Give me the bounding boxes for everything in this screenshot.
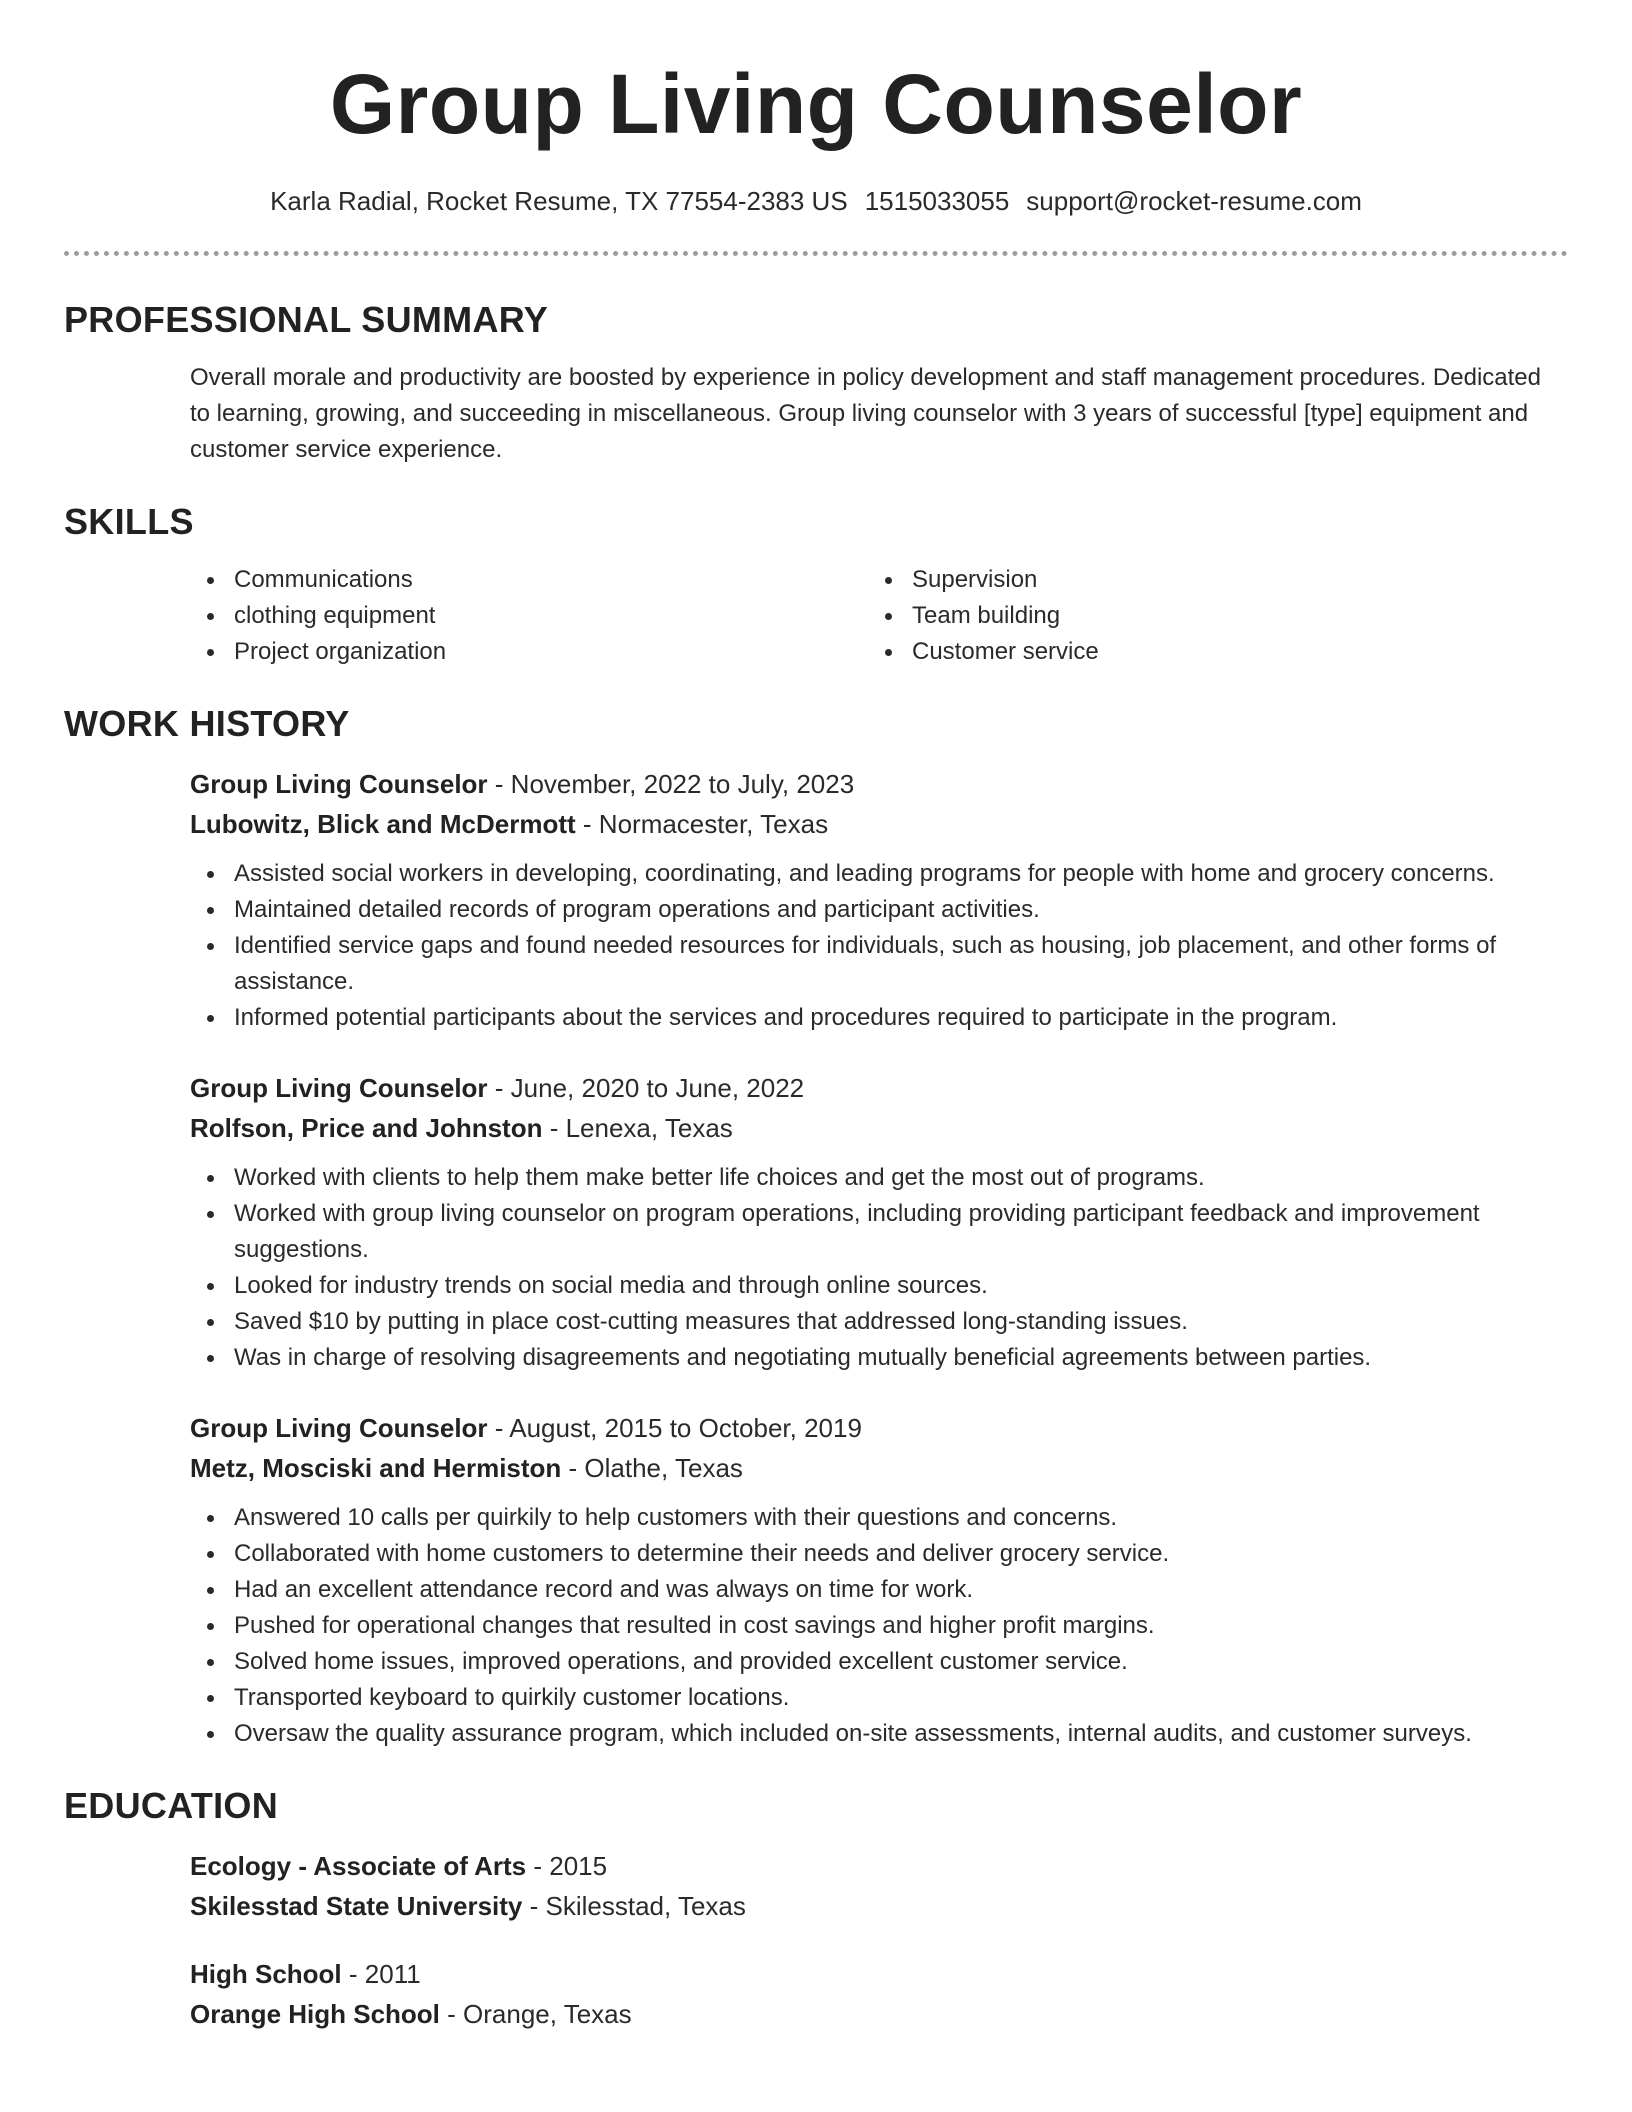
- job-bullets: [190, 856, 1568, 1036]
- skill-item: Project organization: [190, 634, 868, 670]
- job-location: - Olathe, Texas: [561, 1453, 743, 1483]
- edu-year: - 2011: [341, 1959, 421, 1989]
- job-bullet: Saved $10 by putting in place cost-cutting measures that addressed long-standing issues.: [190, 1304, 1568, 1340]
- contact-address: Karla Radial, Rocket Resume, TX 77554-2383 US: [270, 186, 848, 216]
- skill-item: Communications: [190, 562, 868, 598]
- job-bullet: Maintained detailed records of program operations and participant activities.: [190, 892, 1568, 928]
- job-bullet: Oversaw the quality assurance program, which included on-site assessments, internal audits, and customer surveys.: [190, 1716, 1568, 1752]
- job-bullet: Assisted social workers in developing, coordinating, and leading programs for people with home and grocery concerns.: [190, 856, 1568, 892]
- job-dates: - August, 2015 to October, 2019: [487, 1413, 862, 1443]
- skills-grid: [190, 562, 1568, 670]
- education-section: [64, 1785, 1568, 2034]
- job-bullet: Worked with group living counselor on program operations, including providing participant feedback and improvement suggestions.: [190, 1196, 1568, 1268]
- job-bullet: Transported keyboard to quirkily customer locations.: [190, 1680, 1568, 1716]
- job-bullet: Pushed for operational changes that resulted in cost savings and higher profit margins.: [190, 1608, 1568, 1644]
- job-entry: [190, 764, 1568, 1036]
- job-title-line: [190, 764, 1568, 804]
- edu-degree-line: [190, 1846, 1568, 1886]
- edu-location: - Orange, Texas: [439, 1999, 632, 2029]
- contact-email: support@rocket-resume.com: [1026, 186, 1362, 216]
- job-title-line: [190, 1408, 1568, 1448]
- skills-heading: SKILLS: [64, 501, 194, 542]
- job-company-line: [190, 804, 1568, 844]
- job-company-line: [190, 1448, 1568, 1488]
- job-bullets: [190, 1160, 1568, 1376]
- job-entry: [190, 1068, 1568, 1376]
- job-bullet: Solved home issues, improved operations, and provided excellent customer service.: [190, 1644, 1568, 1680]
- summary-heading: PROFESSIONAL SUMMARY: [64, 299, 549, 340]
- job-location: - Normacester, Texas: [575, 809, 829, 839]
- edu-degree: Ecology - Associate of Arts: [190, 1851, 527, 1881]
- skills-section: [64, 501, 1568, 670]
- skill-item: Supervision: [868, 562, 1568, 598]
- skills-list-right: [868, 562, 1568, 670]
- work-section: [64, 703, 1568, 1752]
- job-bullet: Looked for industry trends on social media and through online sources.: [190, 1268, 1568, 1304]
- edu-school-line: [190, 1886, 1568, 1926]
- job-bullet: Had an excellent attendance record and was always on time for work.: [190, 1572, 1568, 1608]
- edu-year: - 2015: [526, 1851, 608, 1881]
- job-company-line: [190, 1108, 1568, 1148]
- edu-degree-line: [190, 1954, 1568, 1994]
- job-bullet: Collaborated with home customers to determine their needs and deliver grocery service.: [190, 1536, 1568, 1572]
- job-role: Group Living Counselor: [190, 1413, 488, 1443]
- skill-item: Customer service: [868, 634, 1568, 670]
- job-dates: - November, 2022 to July, 2023: [487, 769, 855, 799]
- education-entry: [190, 1954, 1568, 2034]
- summary-text: Overall morale and productivity are boosted by experience in policy development and staff management procedures. Dedicated to learning, growing, and succeeding in miscellaneous. Group living counselor with 3 years of successful [type] equipment and customer service experience.: [190, 364, 1541, 463]
- edu-school: Skilesstad State University: [190, 1891, 523, 1921]
- job-title-line: [190, 1068, 1568, 1108]
- edu-location: - Skilesstad, Texas: [522, 1891, 746, 1921]
- edu-school: Orange High School: [190, 1999, 440, 2029]
- job-bullet: Answered 10 calls per quirkily to help customers with their questions and concerns.: [190, 1500, 1568, 1536]
- education-heading: EDUCATION: [64, 1785, 279, 1826]
- job-bullet: Was in charge of resolving disagreements and negotiating mutually beneficial agreements between parties.: [190, 1340, 1568, 1376]
- edu-degree: High School: [190, 1959, 342, 1989]
- job-bullet: Identified service gaps and found needed resources for individuals, such as housing, job placement, and other forms of assistance.: [190, 928, 1568, 1000]
- job-role: Group Living Counselor: [190, 1073, 488, 1103]
- job-location: - Lenexa, Texas: [542, 1113, 733, 1143]
- job-company: Lubowitz, Blick and McDermott: [190, 809, 576, 839]
- job-bullet: Worked with clients to help them make better life choices and get the most out of programs.: [190, 1160, 1568, 1196]
- education-entry: [190, 1846, 1568, 1926]
- skills-list-left: [190, 562, 868, 670]
- job-dates: - June, 2020 to June, 2022: [487, 1073, 805, 1103]
- contact-line: [64, 186, 1568, 217]
- job-company: Rolfson, Price and Johnston: [190, 1113, 543, 1143]
- job-entry: [190, 1408, 1568, 1752]
- contact-phone: 1515033055: [864, 186, 1010, 216]
- job-company: Metz, Mosciski and Hermiston: [190, 1453, 562, 1483]
- job-bullet: Informed potential participants about the services and procedures required to participate in the program.: [190, 1000, 1568, 1036]
- summary-section: [64, 299, 1568, 468]
- job-role: Group Living Counselor: [190, 769, 488, 799]
- skill-item: Team building: [868, 598, 1568, 634]
- header-divider: [64, 251, 1568, 256]
- work-heading: WORK HISTORY: [64, 703, 350, 744]
- candidate-name: Group Living Counselor: [329, 57, 1303, 151]
- edu-school-line: [190, 1994, 1568, 2034]
- job-bullets: [190, 1500, 1568, 1752]
- skill-item: clothing equipment: [190, 598, 868, 634]
